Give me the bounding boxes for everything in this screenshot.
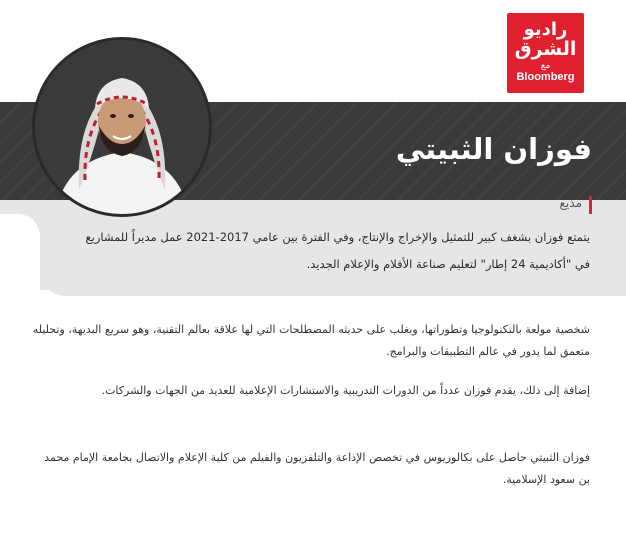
summary-text: يتمتع فوزان بشغف كبير للتمثيل والإخراج والإنتاج، وفي الفترة بين عامي 2017-2021 عمل مديراً للمشاريع في "أكاديمية 24 إطار" لتعليم صناعة الأفلام والإعلام الجديد. — [85, 230, 590, 271]
bio-paragraph-1: شخصية مولعة بالتكنولوجيا وتطوراتها، ويغلب على حديثه المصطلحات التي لها علاقة بعالم التقنية، وهو سريع البديهة، وتحليله متعمق لما يدور في عالم التطبيقات والبرامج. — [32, 323, 590, 358]
presenter-role: مذيع — [559, 196, 582, 210]
radio-asharq-bloomberg-logo — [507, 13, 584, 93]
logo-text-asharq: الشرق — [514, 38, 577, 60]
logo-text-bloomberg: Bloomberg — [516, 71, 575, 83]
logo-text-with: مع — [540, 61, 551, 71]
bio-paragraph-2: إضافة إلى ذلك، يقدم فوزان عدداً من الدورات التدريبية والاستشارات الإعلامية للعديد من الجهات والشركات. — [101, 384, 590, 397]
role-accent-bar — [589, 196, 592, 214]
bio-paragraph-3: فوزان الثبيتي حاصل على بكالوريوس في تخصص الإذاعة والتلفزيون والفيلم من كلية الإعلام والاتصال بجامعة الإمام محمد بن سعود الإسلامية. — [44, 451, 590, 486]
presenter-photo — [32, 37, 212, 217]
presenter-name: فوزان الثبيتي — [395, 132, 592, 166]
logo-text-radio: راديو — [523, 19, 568, 40]
summary-cutout — [0, 214, 40, 296]
presenter-portrait-icon — [35, 40, 209, 214]
